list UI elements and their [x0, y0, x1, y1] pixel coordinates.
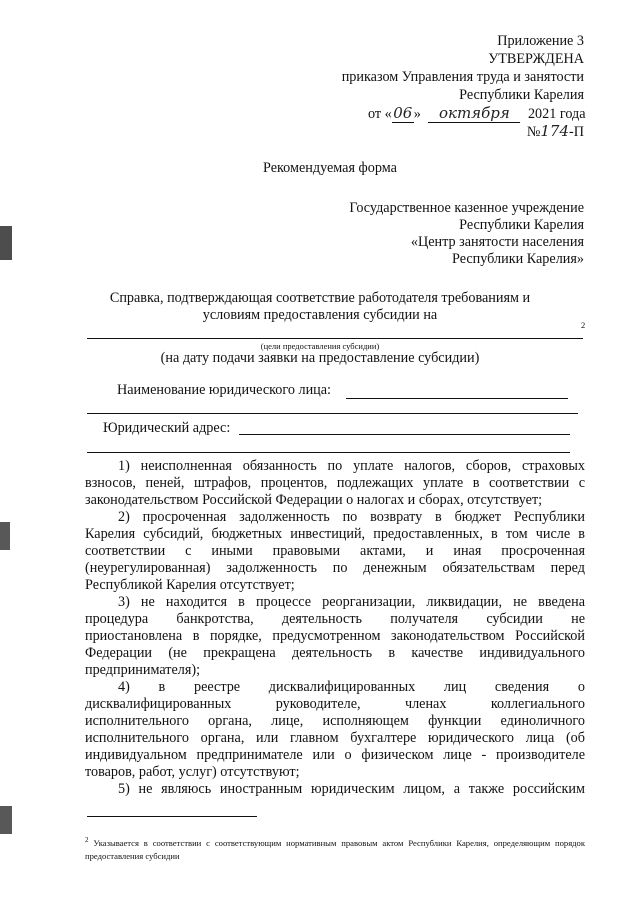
legal-address-field-cont[interactable] — [87, 452, 570, 453]
entity-name-label: Наименование юридического лица: — [117, 382, 331, 398]
recipient-line-4: Республики Карелия» — [452, 251, 584, 267]
body-line: соответствии с иными правовыми актами, и иная просроченная — [85, 543, 585, 559]
title-line-2: условиям предоставления субсидии на — [202, 307, 438, 323]
body-line: 4) в реестре дисквалифицированных лиц сведения о — [118, 679, 585, 695]
order-number — [527, 123, 584, 141]
body-line: предпринимателя); — [85, 662, 201, 678]
footnote-separator — [87, 816, 257, 817]
number-suffix: -П — [569, 124, 584, 140]
date-day: 06 — [393, 104, 413, 122]
order-date — [368, 105, 586, 123]
entity-name-field-cont[interactable] — [87, 413, 578, 414]
body-line: дисквалифицированных руководителе, членах коллегиального — [85, 696, 585, 712]
appendix-label: Приложение 3 — [497, 33, 584, 49]
body-line: процедура банкротства, деятельность получателя субсидии не — [85, 611, 585, 627]
body-line: 1) неисполненная обязанность по уплате налогов, сборов, страховых — [118, 458, 585, 474]
recipient-line-3: «Центр занятости населения — [410, 234, 584, 250]
body-line: 2) просроченная задолженность по возврату в бюджет Республики — [118, 509, 585, 525]
body-line: Республикой Карелия отсутствует; — [85, 577, 295, 593]
number-prefix: № — [526, 124, 541, 140]
footnote-ref: 2 — [581, 320, 586, 330]
body-line: Карелия субсидий, бюджетных инвестиций, предоставленных, в том числе в — [85, 526, 585, 542]
order-line-1: приказом Управления труда и занятости — [341, 69, 584, 85]
recipient-line-1: Государственное казенное учреждение — [349, 200, 584, 216]
body-line: Федерации (не прекращена деятельность в качестве индивидуального — [85, 645, 585, 661]
body-line: законодательством Российской Федерации о налогах и сборах, отсутствует; — [85, 492, 543, 508]
title-line-1: Справка, подтверждающая соответствие работодателя требованиям и — [109, 290, 531, 306]
body-line: (неурегулированная) задолженность по денежным обязательствам перед — [85, 560, 585, 576]
body-line: индивидуальном предпринимателе или о физическом лице - производителе — [85, 747, 585, 763]
body-line: 3) не находится в процессе реорганизации, ликвидации, не введена — [118, 594, 585, 610]
legal-address-field[interactable] — [239, 434, 570, 435]
form-label: Рекомендуемая форма — [263, 160, 397, 176]
body-line: товаров, работ, услуг) отсутствуют; — [85, 764, 300, 780]
scan-artifact — [0, 806, 12, 834]
footnote-text: Указывается в соответствии с соответствующим нормативным правовым актом Республики Карелия, определяющим порядок предоставления субсидии — [85, 837, 585, 861]
legal-address-label: Юридический адрес: — [103, 420, 231, 436]
date-year: 2021 года — [527, 106, 586, 122]
body-line: исполнительного органа, или главном бухгалтере юридического лица (об — [85, 730, 585, 746]
date-mid: » — [413, 106, 421, 122]
date-prefix: от « — [368, 106, 392, 122]
approved-label: УТВЕРЖДЕНА — [488, 51, 584, 67]
footnote — [85, 834, 585, 863]
entity-name-field[interactable] — [346, 398, 568, 399]
body-line: исполнительного органа, лице, исполняющем функции единоличного — [85, 713, 585, 729]
body-line: 5) не являюсь иностранным юридическим лицом, а также российским — [118, 781, 585, 797]
purpose-field-line[interactable] — [87, 338, 583, 339]
scan-artifact — [0, 522, 10, 550]
body-line: взносов, пеней, штрафов, процентов, подлежащих уплате в соответствии с — [85, 475, 585, 491]
date-month: октября — [428, 105, 520, 123]
recipient-line-2: Республики Карелия — [459, 217, 584, 233]
number-value: 174 — [540, 122, 570, 140]
footnote-mark: 2 — [85, 836, 89, 844]
body-line: приостановлена в порядке, предусмотренном законодательством Российской — [85, 628, 585, 644]
date-note: (на дату подачи заявки на предоставление субсидии) — [160, 350, 480, 366]
order-line-2: Республики Карелия — [459, 87, 584, 103]
purpose-caption: (цели предоставления субсидии) — [260, 341, 380, 351]
scan-artifact — [0, 226, 12, 260]
